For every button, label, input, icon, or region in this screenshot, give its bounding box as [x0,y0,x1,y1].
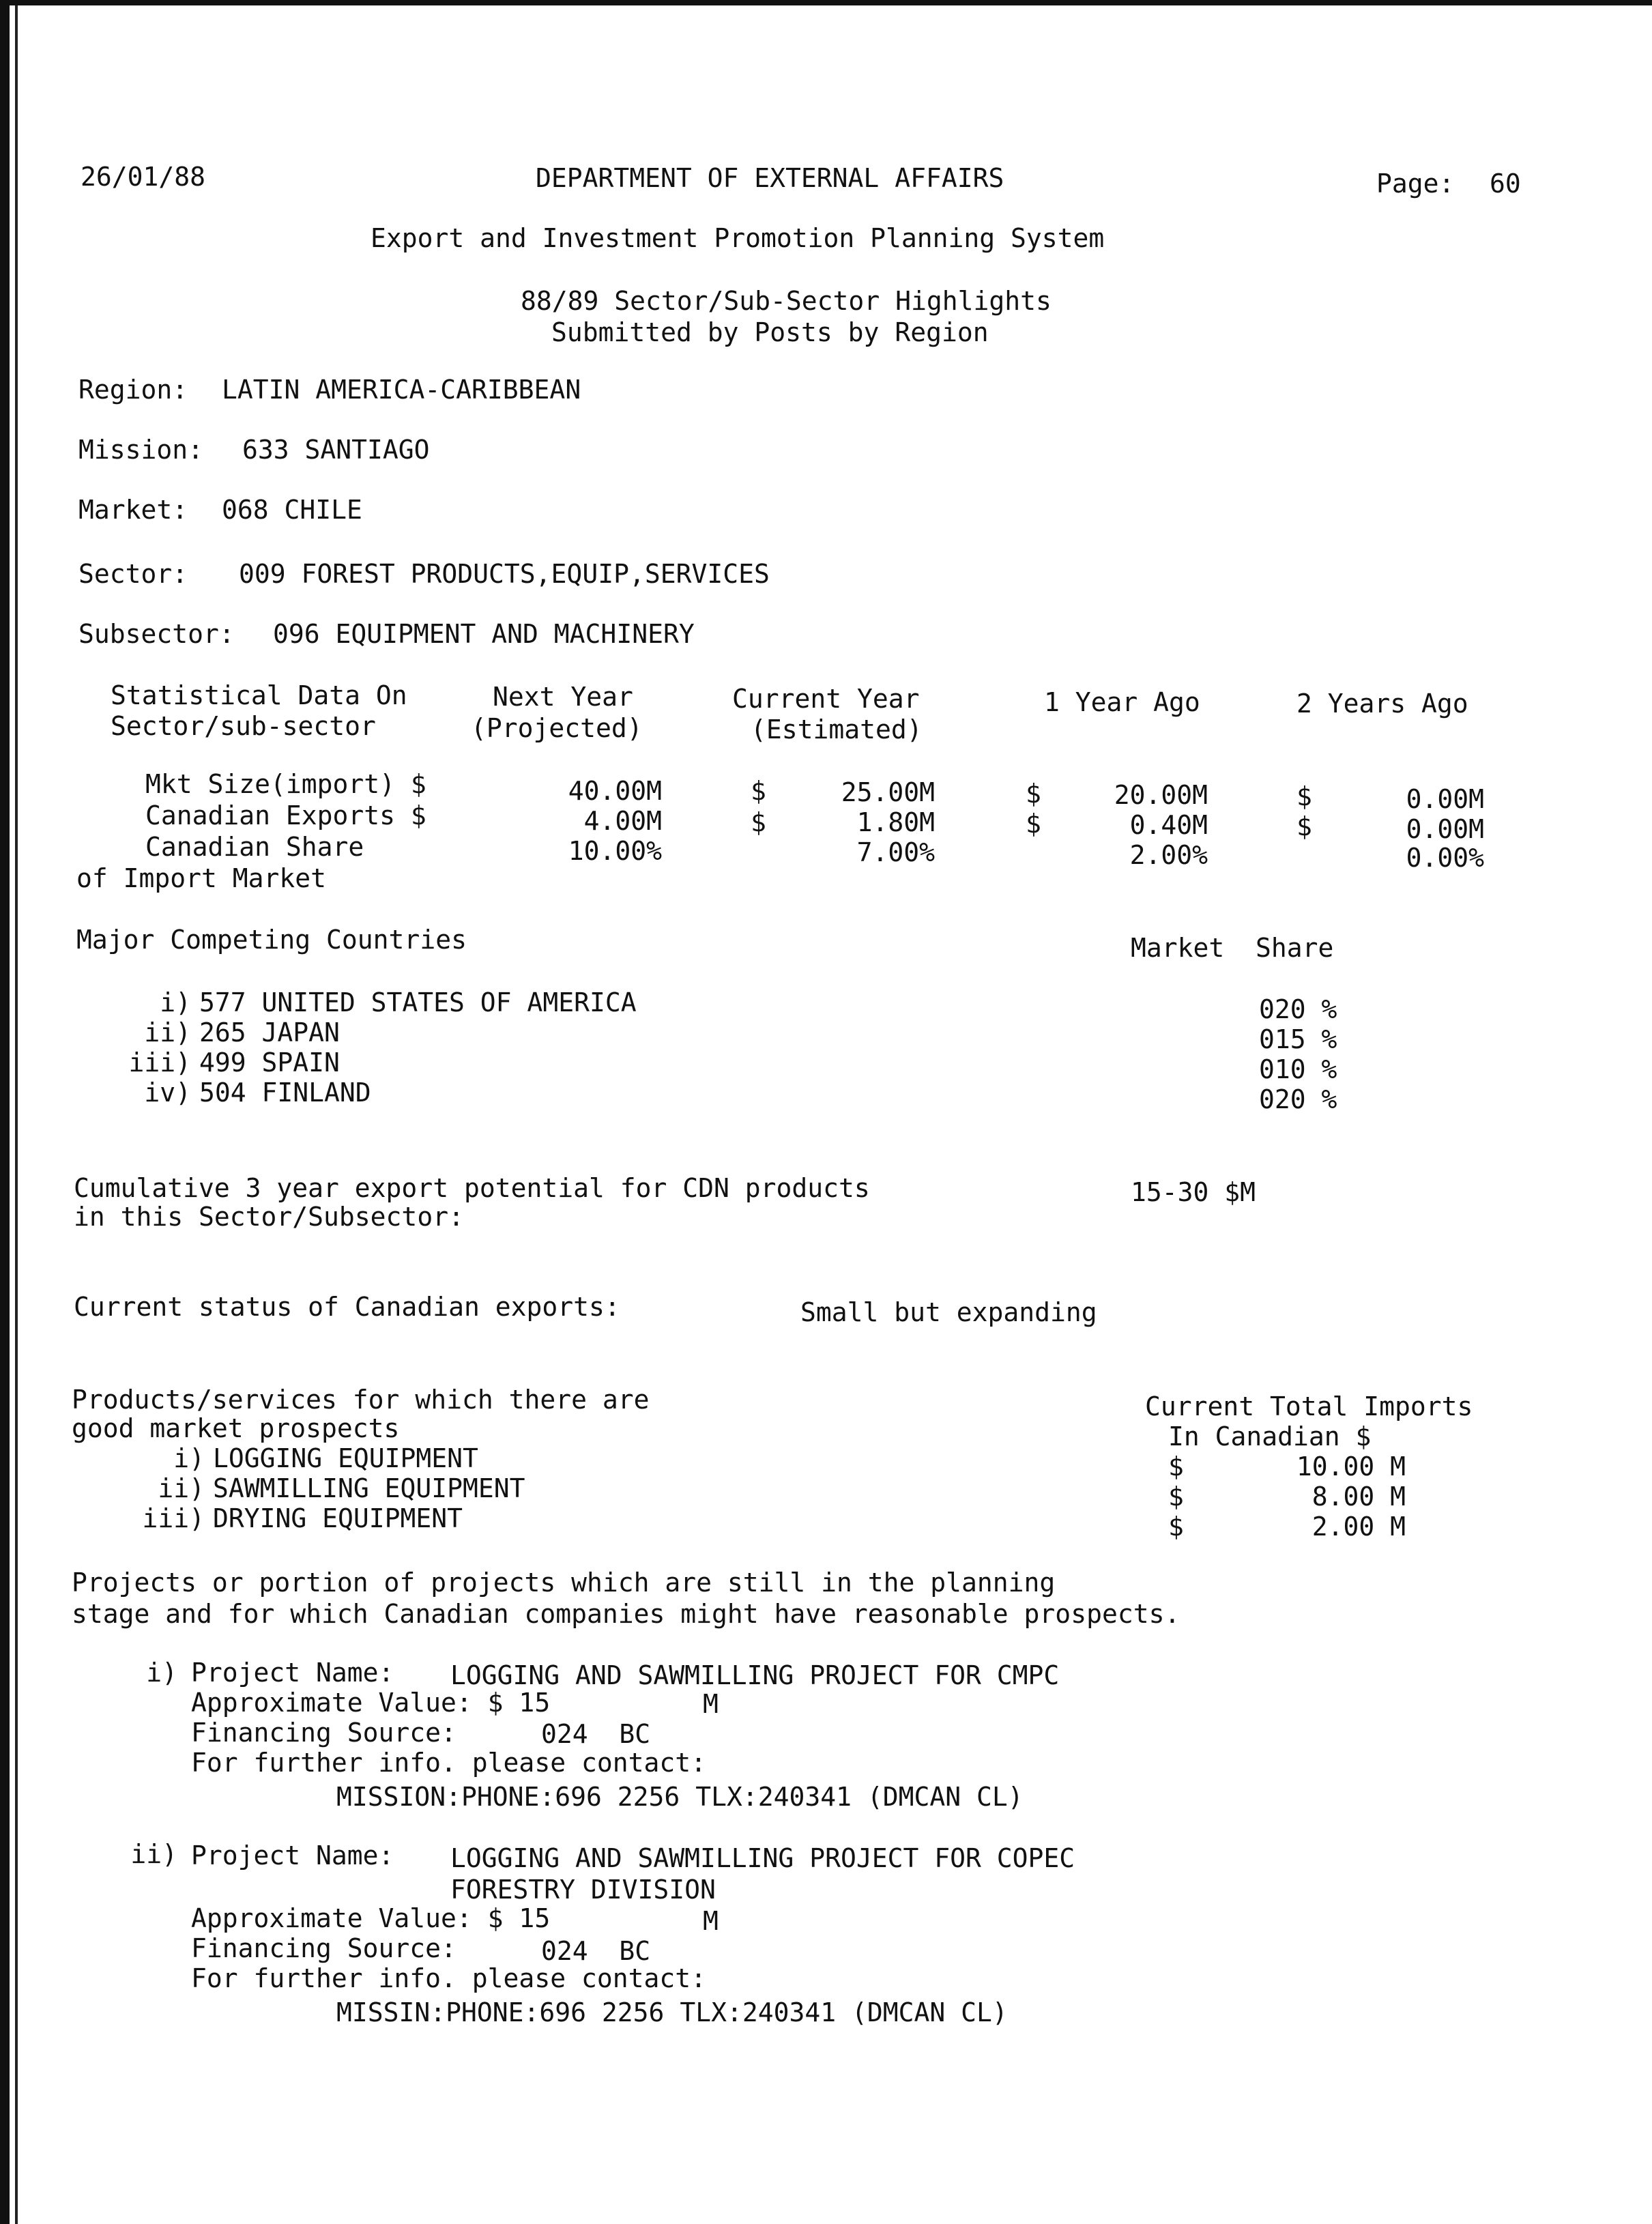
cdn-exports-2yr-currency: $ [1296,811,1312,841]
mkt-size-1-year-ago: 20.00M [1114,780,1208,810]
product-name: DRYING EQUIPMENT [213,1503,463,1533]
competitor-share: 020 % [1259,1084,1337,1114]
product-num: iii) [142,1503,205,1533]
row-mkt-size-label: Mkt Size(import) $ [145,769,426,799]
product-currency: $ [1168,1482,1184,1512]
report-subtitle: Submitted by Posts by Region [551,317,989,347]
project-contact-label: For further info. please contact: [191,1963,706,1993]
market-value: 068 CHILE [222,495,362,525]
competitor-country: 504 FINLAND [199,1078,371,1108]
competitors-heading: Major Competing Countries [76,925,467,955]
products-heading-line2: good market prospects [72,1413,400,1443]
project-financing-label: Financing Source: [191,1933,457,1963]
competitor-country: 499 SPAIN [199,1048,340,1078]
sector-label: Sector: [78,559,188,589]
mkt-size-current-year: 25.00M [841,777,935,807]
product-name: SAWMILLING EQUIPMENT [213,1473,525,1503]
product-name: LOGGING EQUIPMENT [213,1443,478,1473]
product-amount: 10.00 M [1296,1452,1406,1482]
product-num: i) [173,1443,205,1473]
potential-line2: in this Sector/Subsector: [74,1202,464,1232]
competitor-num: iv) [144,1078,191,1108]
report-title: 88/89 Sector/Sub-Sector Highlights [521,286,1052,316]
mkt-size-current-currency: $ [751,776,766,806]
project-value-label: Approximate Value: $ 15 [191,1688,551,1718]
stats-heading-line2: Sector/sub-sector [111,711,376,741]
imports-heading-line1: Current Total Imports [1145,1391,1473,1421]
competitor-num: i) [160,987,191,1017]
region-label: Region: [78,375,188,405]
project-num: ii) [130,1839,177,1869]
row-cdn-share-label: Canadian Share [145,832,364,862]
report-date: 26/01/88 [81,162,206,192]
product-currency: $ [1168,1452,1184,1482]
competitor-share: 010 % [1259,1054,1337,1084]
competitor-country: 265 JAPAN [199,1017,340,1048]
cdn-share-next-year: 10.00% [568,836,662,866]
scan-left-border [0,0,10,2224]
department-name: DEPARTMENT OF EXTERNAL AFFAIRS [536,163,1004,193]
col-2-years-ago: 2 Years Ago [1296,689,1468,719]
cdn-exports-1-year-ago: 0.40M [1129,810,1208,840]
imports-heading-line2: In Canadian $ [1168,1421,1372,1452]
region-value: LATIN AMERICA-CARIBBEAN [222,375,581,405]
project-name-label: Project Name: [191,1840,394,1871]
mkt-size-1yr-currency: $ [1026,779,1041,809]
project-name: LOGGING AND SAWMILLING PROJECT FOR CMPC [450,1660,1060,1690]
project-financing: 024 BC [541,1936,651,1966]
project-num: i) [146,1658,177,1688]
competitor-share: 020 % [1259,994,1337,1024]
col-current-year: Current Year [732,684,920,714]
competitor-num: iii) [128,1048,191,1078]
market-label: Market: [78,495,188,525]
col-next-year-sub: (Projected) [471,713,643,743]
mkt-size-2yr-currency: $ [1296,781,1312,811]
project-name: LOGGING AND SAWMILLING PROJECT FOR COPEC [450,1843,1075,1873]
page-label: Page: [1376,169,1455,199]
cdn-exports-current-currency: $ [751,807,766,837]
competitor-share: 015 % [1259,1024,1337,1054]
mission-label: Mission: [78,435,204,465]
projects-intro-line1: Projects or portion of projects which are still in the planning [72,1568,1056,1598]
col-current-year-sub: (Estimated) [751,714,923,745]
projects-intro-line2: stage and for which Canadian companies might have reasonable prospects. [72,1599,1180,1629]
scan-left-border-inner [15,0,18,2224]
project-value-unit: M [703,1906,719,1936]
product-amount: 2.00 M [1312,1512,1406,1542]
cdn-exports-1yr-currency: $ [1026,809,1041,839]
stats-heading-line1: Statistical Data On [111,680,407,710]
cdn-exports-2-years-ago: 0.00M [1406,814,1484,844]
project-contact: MISSIN:PHONE:696 2256 TLX:240341 (DMCAN CL) [336,1997,1008,2027]
col-1-year-ago: 1 Year Ago [1044,687,1200,717]
mkt-size-2-years-ago: 0.00M [1406,784,1484,814]
product-num: ii) [158,1473,205,1503]
subsector-label: Subsector: [78,619,235,649]
cdn-share-label-cont: of Import Market [76,863,327,893]
competitor-num: ii) [144,1017,191,1048]
project-financing-label: Financing Source: [191,1718,457,1748]
products-heading-line1: Products/services for which there are [72,1385,650,1415]
mkt-size-next-year: 40.00M [568,776,662,806]
page-number: 60 [1490,169,1521,199]
project-value-unit: M [703,1689,719,1719]
project-financing: 024 BC [541,1719,651,1749]
project-contact: MISSION:PHONE:696 2256 TLX:240341 (DMCAN CL) [336,1782,1024,1812]
status-label: Current status of Canadian exports: [74,1292,620,1322]
cdn-share-1-year-ago: 2.00% [1129,840,1208,870]
project-name-cont: FORESTRY DIVISION [450,1875,716,1905]
cdn-share-2-years-ago: 0.00% [1406,843,1484,873]
project-name-label: Project Name: [191,1658,394,1688]
system-name: Export and Investment Promotion Planning System [371,223,1105,253]
mission-value: 633 SANTIAGO [242,435,430,465]
potential-value: 15-30 $M [1131,1177,1256,1207]
market-share-heading: Market Share [1131,933,1334,963]
scan-top-border [0,0,1652,5]
cdn-share-current-year: 7.00% [856,837,935,867]
product-amount: 8.00 M [1312,1482,1406,1512]
product-currency: $ [1168,1512,1184,1542]
col-next-year: Next Year [493,682,633,712]
status-value: Small but expanding [800,1297,1097,1327]
subsector-value: 096 EQUIPMENT AND MACHINERY [273,619,695,649]
project-value-label: Approximate Value: $ 15 [191,1903,551,1933]
row-cdn-exports-label: Canadian Exports $ [145,800,426,831]
project-contact-label: For further info. please contact: [191,1748,706,1778]
cdn-exports-next-year: 4.00M [583,806,662,836]
potential-line1: Cumulative 3 year export potential for CDN products [74,1173,870,1203]
competitor-country: 577 UNITED STATES OF AMERICA [199,987,637,1017]
cdn-exports-current-year: 1.80M [856,807,935,837]
sector-value: 009 FOREST PRODUCTS,EQUIP,SERVICES [239,559,770,589]
